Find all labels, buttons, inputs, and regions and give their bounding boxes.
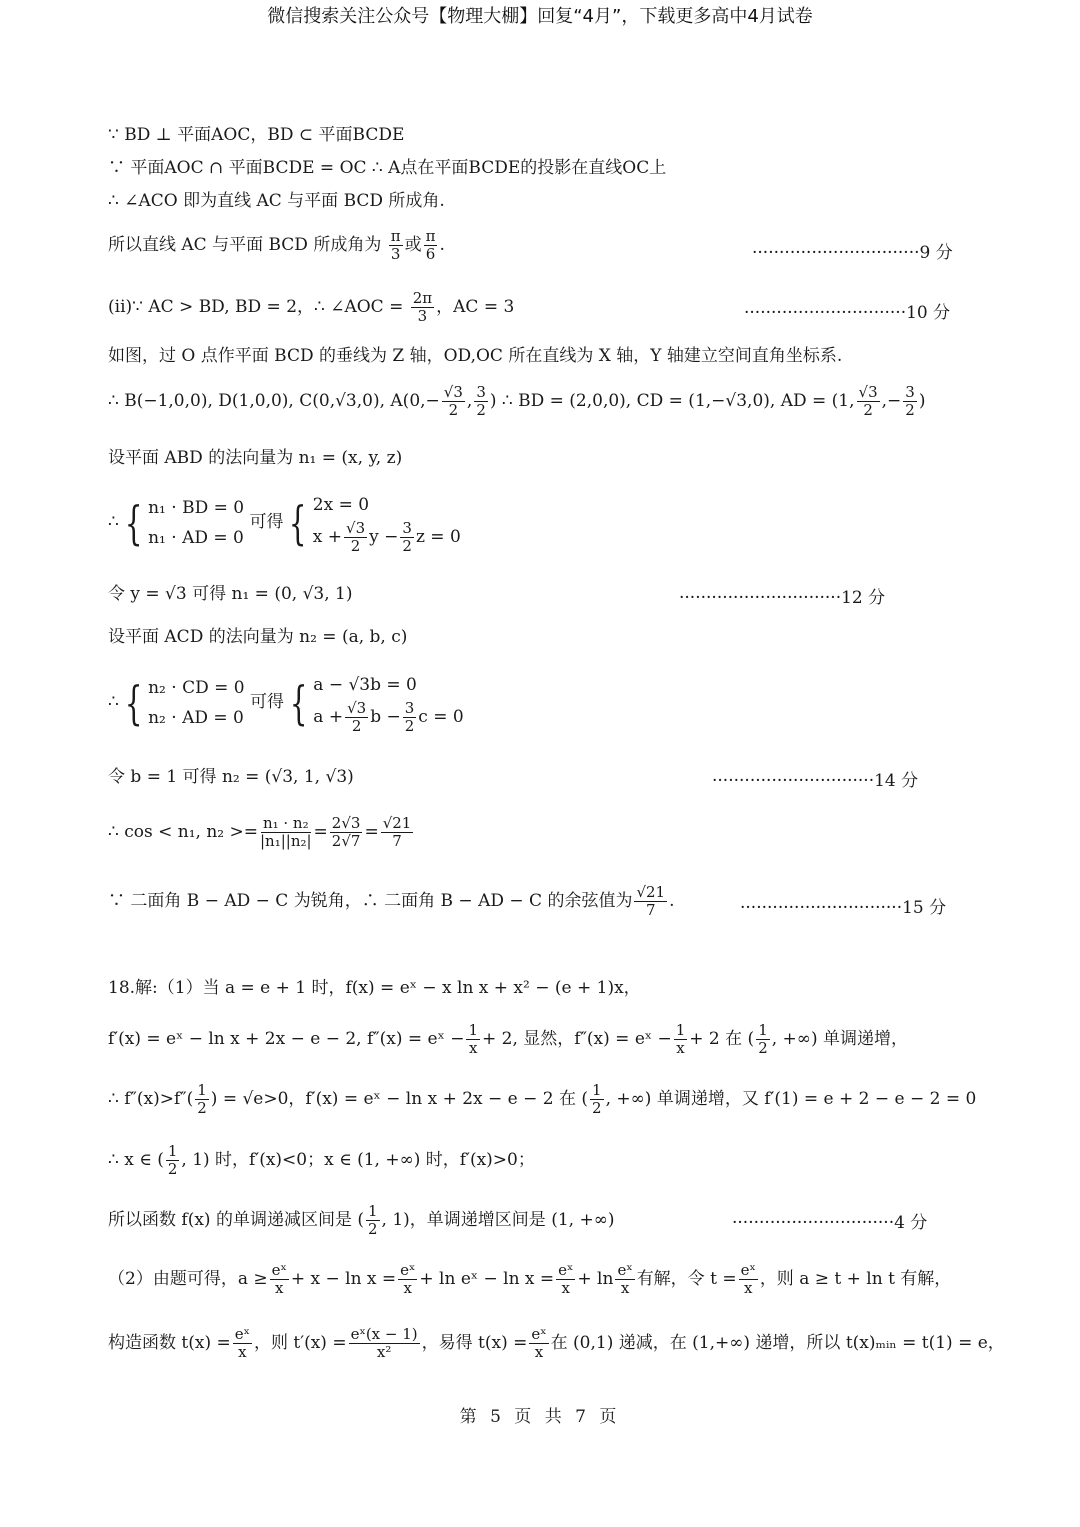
page-footer: 第 5 页 共 7 页 <box>459 1407 621 1427</box>
eq: n₁ · BD = 0 <box>148 497 245 518</box>
den: 2 <box>368 1220 378 1238</box>
fraction <box>424 228 438 263</box>
fraction <box>344 520 367 555</box>
den: 2 <box>905 401 915 419</box>
line-7 <box>108 384 925 419</box>
text: ∴ f″(x)>f″( <box>108 1089 194 1109</box>
fraction <box>739 1262 758 1297</box>
fraction <box>857 384 880 419</box>
num: 1 <box>197 1081 207 1099</box>
line-13 <box>108 884 675 919</box>
den: 3 <box>390 245 401 263</box>
score-14: ······························14 分 <box>712 771 919 791</box>
den: x <box>620 1279 630 1297</box>
text: ) <box>918 391 926 411</box>
fraction <box>590 1082 604 1117</box>
fraction <box>403 700 417 735</box>
text: ，则 a ≥ t + ln t 有解， <box>759 1269 952 1289</box>
brace-icon: { <box>124 495 143 550</box>
line-8: 设平面 ABD 的法向量为 n₁ = (x, y, z) <box>108 448 403 468</box>
text: 构造函数 t(x) = <box>108 1333 231 1353</box>
eq <box>313 700 463 735</box>
fraction <box>903 384 917 419</box>
text: （2）由题可得，a ≥ <box>108 1269 268 1289</box>
den: x² <box>376 1343 392 1361</box>
text: ∴ x ∈ ( <box>108 1150 164 1170</box>
text: a + <box>313 707 344 727</box>
num: π <box>425 227 436 245</box>
eq: a − √3b = 0 <box>313 675 417 695</box>
den: x <box>403 1279 412 1297</box>
num: 3 <box>404 699 415 717</box>
therefore: ∴ <box>108 692 119 712</box>
brace-icon: { <box>289 495 307 550</box>
den: x <box>743 1279 753 1297</box>
den: 2 <box>167 1160 178 1178</box>
text: , <box>466 391 473 411</box>
den: 3 <box>417 307 428 325</box>
text: = <box>364 822 379 842</box>
num: eˣ <box>271 1261 287 1279</box>
fraction <box>756 1022 770 1057</box>
fraction <box>389 228 403 263</box>
num: 2π <box>412 289 433 307</box>
text: . <box>439 235 445 255</box>
text: ，则 t′(x) = <box>253 1333 347 1353</box>
text: c = 0 <box>418 707 464 727</box>
score-12: ······························12 分 <box>679 588 886 608</box>
den: |n₁||n₂| <box>259 832 312 850</box>
num: eˣ <box>740 1261 756 1279</box>
text: b − <box>370 707 401 727</box>
den: 2 <box>476 401 486 419</box>
text: 可得 <box>249 512 284 532</box>
header-banner: 微信搜索关注公众号【物理大棚】回复“4月”，下载更多高中4月试卷 <box>267 6 813 27</box>
fraction <box>330 815 363 850</box>
score-10: ······························10 分 <box>744 303 951 323</box>
num: eˣ <box>234 1325 250 1343</box>
num: 1 <box>368 1202 378 1220</box>
text: 所以函数 f(x) 的单调递减区间是 ( <box>108 1210 364 1230</box>
num: eˣ <box>617 1261 633 1279</box>
num: π <box>390 227 401 245</box>
fraction <box>233 1326 252 1361</box>
system-right <box>313 670 463 735</box>
line-2: ∵ 平面AOC ∩ 平面BCDE = OC ∴ A点在平面BCDE的投影在直线OC上 <box>108 158 667 178</box>
text: y − <box>369 527 399 547</box>
text: ，AC = 3 <box>436 297 515 317</box>
text: , 1)，单调递增区间是 (1, +∞) <box>381 1210 615 1230</box>
text: 或 <box>404 235 422 255</box>
eq: n₂ · AD = 0 <box>148 707 244 728</box>
den: 2√7 <box>331 832 361 850</box>
brace-icon: { <box>124 675 143 730</box>
text: ∵ 二面角 B − AD − C 为锐角，∴ 二面角 B − AD − C 的余弦值为 <box>108 891 633 911</box>
text: z = 0 <box>415 527 461 547</box>
num: eˣ(x − 1) <box>350 1325 418 1343</box>
den: x <box>468 1039 478 1057</box>
num: √3 <box>346 519 366 537</box>
den: x <box>676 1039 685 1057</box>
eq: n₂ · CD = 0 <box>148 677 245 698</box>
line-3: ∴ ∠ACO 即为直线 AC 与平面 BCD 所成角. <box>108 191 445 211</box>
den: 2 <box>758 1039 768 1057</box>
fraction <box>529 1326 548 1361</box>
text: 有解，令 t = <box>636 1269 737 1289</box>
line-4 <box>108 228 445 263</box>
num: n₁ · n₂ <box>262 814 309 832</box>
system-left <box>148 493 244 553</box>
line-1: ∵ BD ⊥ 平面AOC，BD ⊂ 平面BCDE <box>108 125 405 145</box>
num: 1 <box>468 1021 478 1039</box>
num: 3 <box>476 383 486 401</box>
text: , +∞) 单调递增， <box>771 1029 908 1049</box>
fraction <box>474 384 488 419</box>
line-15 <box>108 1022 908 1057</box>
fraction <box>615 1262 634 1297</box>
text: 可得 <box>250 692 284 712</box>
text: + ln <box>577 1269 614 1289</box>
system-1 <box>108 490 461 555</box>
den: 2 <box>402 537 412 555</box>
system-2 <box>108 670 464 735</box>
num: eˣ <box>558 1261 574 1279</box>
num: 1 <box>675 1021 686 1039</box>
den: 2 <box>197 1099 207 1117</box>
text: f′(x) = eˣ − ln x + 2x − e − 2, f″(x) = eˣ − <box>108 1029 465 1049</box>
text: ) = √e>0，f′(x) = eˣ − ln x + 2x − e − 2 在 ( <box>210 1089 589 1109</box>
text: , 1) 时，f′(x)<0；x ∈ (1, +∞) 时，f′(x)>0； <box>181 1150 535 1170</box>
fraction <box>674 1022 688 1057</box>
den: x <box>238 1343 247 1361</box>
den: x <box>534 1343 544 1361</box>
fraction <box>366 1203 380 1238</box>
den: x <box>561 1279 571 1297</box>
num: √3 <box>858 383 878 401</box>
den: 2 <box>448 401 459 419</box>
fraction <box>195 1082 209 1117</box>
line-11: 令 b = 1 可得 n₂ = (√3, 1, √3) <box>108 767 354 787</box>
den: 6 <box>425 245 436 263</box>
fraction <box>442 384 465 419</box>
num: 3 <box>905 383 915 401</box>
fraction <box>411 290 434 325</box>
text: , +∞) 单调递增，又 f′(1) = e + 2 − e − 2 = 0 <box>605 1089 977 1109</box>
line-6: 如图，过 O 点作平面 BCD 的垂线为 Z 轴，OD,OC 所在直线为 X 轴，Y 轴建立空间直角坐标系. <box>108 346 843 366</box>
text: x + <box>312 527 343 547</box>
text: ∴ B(−1,0,0), D(1,0,0), C(0,√3,0), A(0,− <box>108 391 440 411</box>
text: + 2, 显然，f″(x) = eˣ − <box>482 1029 672 1049</box>
num: √3 <box>443 383 463 401</box>
line-14: 18.解:（1）当 a = e + 1 时，f(x) = eˣ − x ln x + x² − (e + 1)x， <box>108 978 641 998</box>
text: + 2 在 ( <box>689 1029 755 1049</box>
line-16 <box>108 1082 976 1117</box>
fraction <box>349 1326 420 1361</box>
text: ∴ cos < n₁, n₂ >= <box>108 822 258 842</box>
text: . <box>669 891 675 911</box>
fraction <box>400 520 414 555</box>
brace-icon: { <box>289 675 308 730</box>
den: 7 <box>392 832 402 850</box>
fraction <box>466 1022 480 1057</box>
score-4: ······························4 分 <box>732 1213 928 1233</box>
score-15: ······························15 分 <box>740 898 947 918</box>
therefore: ∴ <box>108 512 119 532</box>
text: 所以直线 AC 与平面 BCD 所成角为 <box>108 235 382 255</box>
num: √21 <box>382 814 412 832</box>
den: 2 <box>404 717 415 735</box>
text: ，易得 t(x) = <box>421 1333 528 1353</box>
system-right <box>313 490 461 555</box>
num: 1 <box>592 1081 602 1099</box>
fraction <box>381 815 414 850</box>
eq <box>313 520 461 555</box>
line-12 <box>108 815 415 850</box>
text: = <box>313 822 328 842</box>
text: + ln eˣ − ln x = <box>419 1269 555 1289</box>
line-20 <box>108 1326 1005 1361</box>
den: x <box>274 1279 284 1297</box>
den: 2 <box>863 401 873 419</box>
line-5 <box>108 290 514 325</box>
fraction <box>270 1262 289 1297</box>
num: √21 <box>636 883 666 901</box>
num: √3 <box>347 699 367 717</box>
line-17 <box>108 1143 535 1178</box>
text: ) ∴ BD = (2,0,0), CD = (1,−√3,0), AD = (1, <box>489 391 855 411</box>
fraction <box>556 1262 575 1297</box>
den: 7 <box>646 901 656 919</box>
fraction <box>398 1262 417 1297</box>
num: 1 <box>758 1021 768 1039</box>
fraction <box>345 700 368 735</box>
text: 在 (0,1) 递减，在 (1,+∞) 递增，所以 t(x)ₘᵢₙ = t(1) = e， <box>550 1333 1005 1353</box>
eq: 2x = 0 <box>312 495 370 515</box>
fraction <box>166 1143 180 1178</box>
den: 2 <box>592 1099 602 1117</box>
num: 1 <box>167 1142 178 1160</box>
system-left <box>148 673 244 733</box>
num: 3 <box>402 519 412 537</box>
line-19 <box>108 1262 951 1297</box>
text: + x − ln x = <box>290 1269 397 1289</box>
text: (ii)∵ AC > BD, BD = 2，∴ ∠AOC = <box>108 297 404 317</box>
score-9: ·······························9 分 <box>752 243 953 263</box>
den: 2 <box>350 537 361 555</box>
fraction <box>260 815 312 850</box>
num: 2√3 <box>331 814 361 832</box>
fraction <box>634 884 667 919</box>
line-18 <box>108 1203 615 1238</box>
text: ,− <box>881 391 902 411</box>
line-9: 令 y = √3 可得 n₁ = (0, √3, 1) <box>108 584 353 604</box>
num: eˣ <box>400 1261 416 1279</box>
line-10: 设平面 ACD 的法向量为 n₂ = (a, b, c) <box>108 627 408 647</box>
den: 2 <box>351 717 362 735</box>
eq: n₁ · AD = 0 <box>148 527 244 548</box>
num: eˣ <box>531 1325 547 1343</box>
